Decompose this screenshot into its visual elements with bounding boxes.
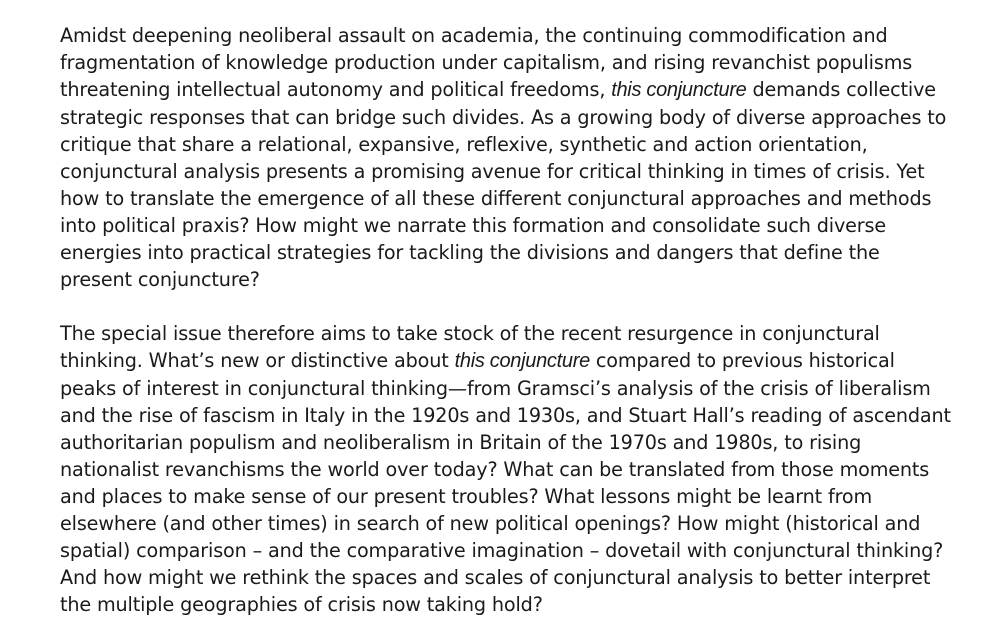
text-segment: threatening intellectual autonomy and political freedoms, <box>60 78 612 101</box>
text-line <box>60 104 960 131</box>
text-segment: authoritarian populism and neoliberalism in Britain of the 1970s and 1980s, to rising <box>60 431 862 454</box>
text-segment: into political praxis? How might we narrate this formation and consolidate such diverse <box>60 214 887 237</box>
text-segment: The special issue therefore aims to take stock of the recent resurgence in conjunctural <box>60 322 880 345</box>
paragraph-intro <box>60 22 960 293</box>
emphasis-text: this conjuncture <box>611 79 747 101</box>
text-segment: energies into practical strategies for tackling the divisions and dangers that define the <box>60 241 880 264</box>
text-segment: and places to make sense of our present troubles? What lessons might be learnt from <box>60 485 873 508</box>
text-line <box>60 402 960 429</box>
paragraph-special-issue <box>60 320 960 618</box>
text-line <box>60 591 960 618</box>
text-line <box>60 76 960 104</box>
text-line <box>60 347 960 375</box>
text-segment: the multiple geographies of crisis now taking hold? <box>60 593 543 616</box>
text-line <box>60 510 960 537</box>
text-segment: and the rise of fascism in Italy in the 1920s and 1930s, and Stuart Hall’s reading of ascendant <box>60 404 951 427</box>
text-segment: compared to previous historical <box>589 349 895 372</box>
text-line <box>60 266 960 293</box>
text-segment: conjunctural analysis presents a promising avenue for critical thinking in times of crisis. Yet <box>60 160 925 183</box>
text-segment: elsewhere (and other times) in search of new political openings? How might (historical and <box>60 512 921 535</box>
document-body <box>60 22 960 618</box>
text-line <box>60 185 960 212</box>
text-segment: peaks of interest in conjunctural thinking—from Gramsci’s analysis of the crisis of liberalism <box>60 377 931 400</box>
text-line <box>60 22 960 49</box>
text-segment: fragmentation of knowledge production under capitalism, and rising revanchist populisms <box>60 51 913 74</box>
text-segment: demands collective <box>746 78 936 101</box>
text-segment: how to translate the emergence of all these different conjunctural approaches and methods <box>60 187 932 210</box>
text-line <box>60 483 960 510</box>
text-segment: present conjuncture? <box>60 268 260 291</box>
text-line <box>60 429 960 456</box>
text-segment: nationalist revanchisms the world over today? What can be translated from those moments <box>60 458 930 481</box>
text-segment: thinking. What’s new or distinctive about <box>60 349 455 372</box>
text-segment: critique that share a relational, expansive, reflexive, synthetic and action orientation, <box>60 133 868 156</box>
text-line <box>60 564 960 591</box>
emphasis-text: this conjuncture <box>454 350 590 372</box>
text-line <box>60 212 960 239</box>
text-line <box>60 537 960 564</box>
text-segment: spatial) comparison – and the comparative imagination – dovetail with conjunctural thinking? <box>60 539 944 562</box>
text-line <box>60 320 960 347</box>
text-line <box>60 239 960 266</box>
text-line <box>60 158 960 185</box>
text-line <box>60 456 960 483</box>
text-segment: strategic responses that can bridge such divides. As a growing body of diverse approaches to <box>60 106 947 129</box>
text-segment: And how might we rethink the spaces and scales of conjunctural analysis to better interpret <box>60 566 931 589</box>
text-line <box>60 375 960 402</box>
text-line <box>60 49 960 76</box>
text-segment: Amidst deepening neoliberal assault on academia, the continuing commodification and <box>60 24 888 47</box>
text-line <box>60 131 960 158</box>
